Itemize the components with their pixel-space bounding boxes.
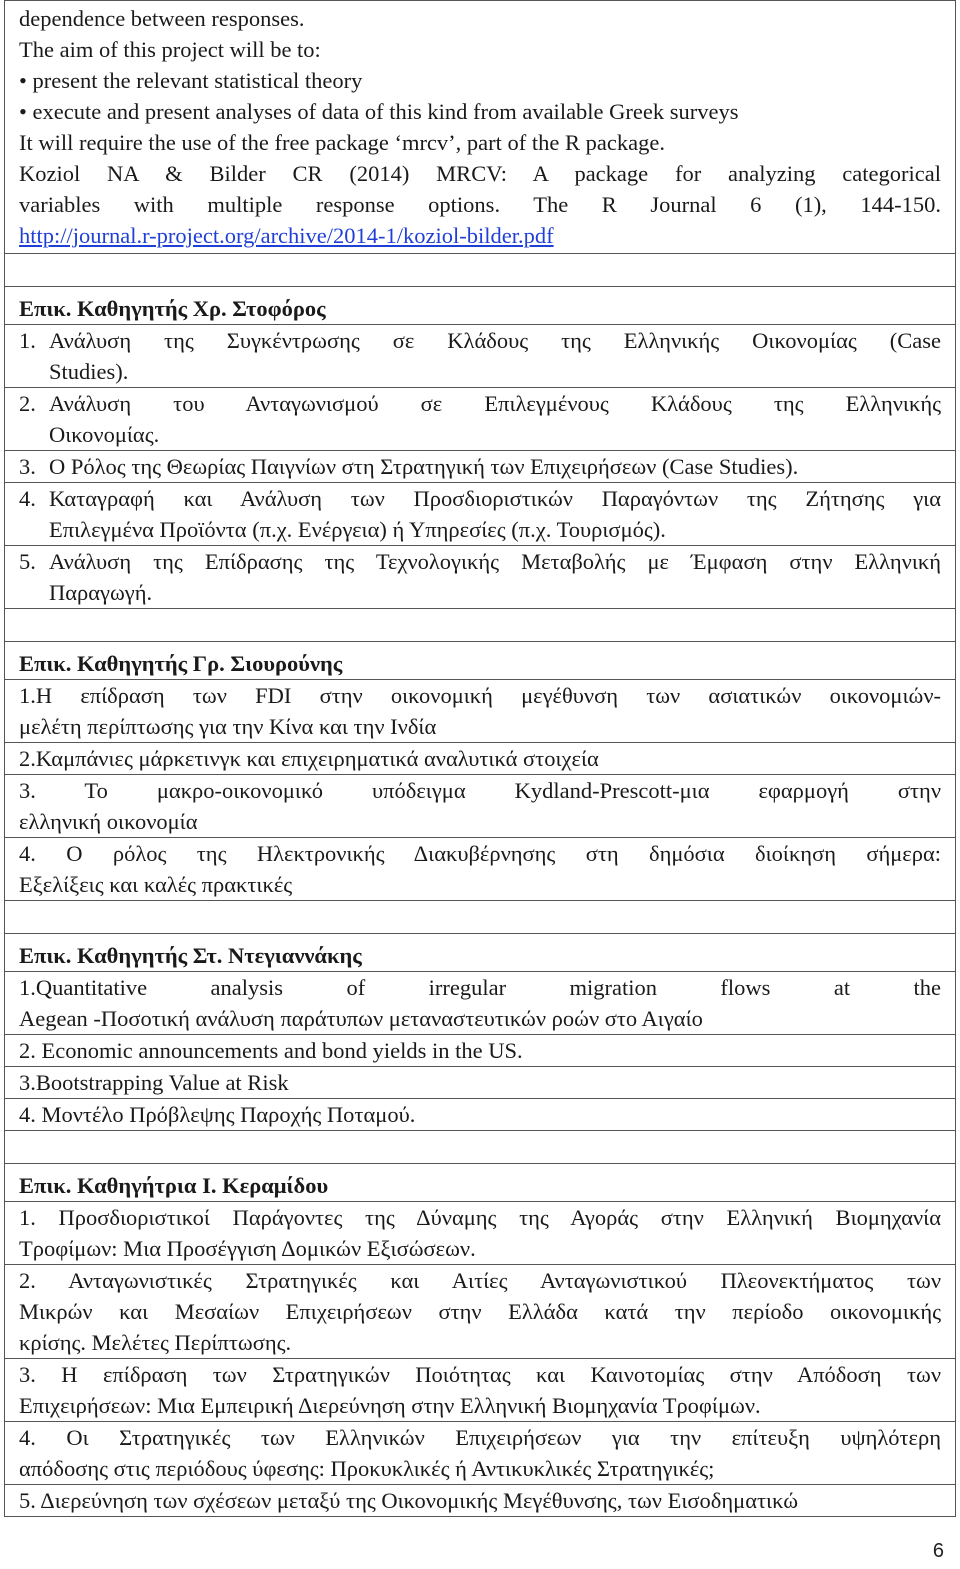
intro-line: dependence between responses. <box>19 6 305 31</box>
topic-row <box>5 743 956 775</box>
intro-bullet: • execute and present analyses of data of this kind from available Greek surveys <box>19 99 739 124</box>
topic-text: 1.Η επίδραση των FDI στην οικονομική μεγέθυνση των ασιατικών οικονομιών- <box>19 683 941 708</box>
supervisor-heading <box>5 1164 956 1202</box>
topic-row <box>5 483 956 546</box>
supervisor-heading <box>5 642 956 680</box>
topic-text: 1.Quantitative analysis of irregular migration flows at the <box>19 975 941 1000</box>
supervisor-name: Επικ. Καθηγητής Στ. Ντεγιαννάκης <box>5 934 956 972</box>
topic-row <box>5 1067 956 1099</box>
topic-text: Εξελίξεις και καλές πρακτικές <box>19 872 293 897</box>
topic-row <box>5 972 956 1035</box>
reference-line: Koziol NA & Bilder CR (2014) MRCV: A package for analyzing categorical <box>19 161 941 186</box>
spacer-row <box>5 254 956 287</box>
topic-text: 3. Το μακρο-οικονομικό υπόδειγμα Kydland-Prescott-μια εφαρμογή στην <box>19 778 941 803</box>
topic-text: 3.Bootstrapping Value at Risk <box>19 1070 289 1095</box>
topic-row <box>5 680 956 743</box>
topic-text: Επιλεγμένα Προϊόντα (π.χ. Ενέργεια) ή Υπηρεσίες (π.χ. Τουρισμός). <box>49 517 666 542</box>
topic-text: Ανάλυση της Συγκέντρωσης σε Κλάδους της Ελληνικής Οικονομίας (Case <box>49 328 941 353</box>
topic-text: Οικονομίας. <box>49 422 160 447</box>
supervisor-name: Επικ. Καθηγήτρια Ι. Κεραμίδου <box>5 1164 956 1202</box>
topic-text: Studies). <box>49 359 129 384</box>
supervisor-name: Επικ. Καθηγητής Χρ. Στοφόρος <box>5 287 956 325</box>
topic-row <box>5 1265 956 1359</box>
topics-table <box>4 0 956 1517</box>
intro-cell <box>5 1 956 254</box>
topic-row <box>5 451 956 483</box>
topic-row <box>5 1485 956 1517</box>
topic-text: 2.Καμπάνιες μάρκετινγκ και επιχειρηματικά αναλυτικά στοιχεία <box>19 746 599 771</box>
topic-number: 4. <box>19 486 36 511</box>
supervisor-name: Επικ. Καθηγητής Γρ. Σιουρούνης <box>5 642 956 680</box>
topic-text: 5. Διερεύνηση των σχέσεων μεταξύ της Οικονομικής Μεγέθυνσης, των Εισοδηματικώ <box>19 1488 799 1513</box>
topic-number: 2. <box>19 391 36 416</box>
intro-line: It will require the use of the free package ‘mrcv’, part of the R package. <box>19 130 665 155</box>
topic-row <box>5 1359 956 1422</box>
topic-text: 4. Μοντέλο Πρόβλεψης Παροχής Ποταμού. <box>19 1102 416 1127</box>
page-number: 6 <box>932 1540 944 1562</box>
topic-text: Ανάλυση της Επίδρασης της Τεχνολογικής Μεταβολής με Έμφαση στην Ελληνική <box>49 549 941 574</box>
topic-text: 2. Ανταγωνιστικές Στρατηγικές και Αιτίες Ανταγωνιστικού Πλεονεκτήματος των <box>19 1268 941 1293</box>
topic-number: 3. <box>19 454 36 479</box>
spacer-row <box>5 609 956 642</box>
topic-text: Τροφίμων: Μια Προσέγγιση Δομικών Εξισώσεων. <box>19 1236 476 1261</box>
topic-text: 4. Ο ρόλος της Ηλεκτρονικής Διακυβέρνησης στη δημόσια διοίκηση σήμερα: <box>19 841 941 866</box>
intro-line: The aim of this project will be to: <box>19 37 321 62</box>
topic-text: Παραγωγή. <box>49 580 153 605</box>
topic-text: κρίσης. Μελέτες Περίπτωσης. <box>19 1330 292 1355</box>
intro-row <box>5 1 956 254</box>
reference-link[interactable]: http://journal.r-project.org/archive/2014-1/koziol-bilder.pdf <box>19 223 554 248</box>
topic-text: απόδοσης στις περιόδους ύφεσης: Προκυκλικές ή Αντικυκλικές Στρατηγικές; <box>19 1456 715 1481</box>
topic-number: 5. <box>19 549 36 574</box>
topic-text: Ανάλυση του Ανταγωνισμού σε Επιλεγμένους Κλάδους της Ελληνικής <box>49 391 941 416</box>
topic-text: 1. Προσδιοριστικοί Παράγοντες της Δύναμης της Αγοράς στην Ελληνική Βιομηχανία <box>19 1205 941 1230</box>
topic-row <box>5 1099 956 1131</box>
topic-text: 4. Οι Στρατηγικές των Ελληνικών Επιχειρήσεων για την επίτευξη υψηλότερη <box>19 1425 941 1450</box>
intro-bullet: • present the relevant statistical theory <box>19 68 363 93</box>
topic-text: ελληνική οικονομία <box>19 809 198 834</box>
topic-row <box>5 1202 956 1265</box>
supervisor-heading <box>5 287 956 325</box>
topic-text: Καταγραφή και Ανάλυση των Προσδιοριστικών Παραγόντων της Ζήτησης για <box>49 486 941 511</box>
topic-number: 1. <box>19 328 36 353</box>
topic-row <box>5 838 956 901</box>
topic-row <box>5 546 956 609</box>
supervisor-heading <box>5 934 956 972</box>
topic-row <box>5 1422 956 1485</box>
topic-text: 3. Η επίδραση των Στρατηγικών Ποιότητας και Καινοτομίας στην Απόδοση των <box>19 1362 941 1387</box>
topic-text: Επιχειρήσεων: Μια Εμπειρική Διερεύνηση στην Ελληνική Βιομηχανία Τροφίμων. <box>19 1393 761 1418</box>
topic-text: 2. Economic announcements and bond yields in the US. <box>19 1038 523 1063</box>
spacer-row <box>5 1131 956 1164</box>
topic-text: Μικρών και Μεσαίων Επιχειρήσεων στην Ελλάδα κατά την περίοδο οικονομικής <box>19 1299 941 1324</box>
spacer-row <box>5 901 956 934</box>
topic-text: Aegean -Ποσοτική ανάλυση παράτυπων μεταναστευτικών ροών στο Αιγαίο <box>19 1006 703 1031</box>
topic-row <box>5 325 956 388</box>
reference-line: variables with multiple response options. The R Journal 6 (1), 144-150. <box>19 192 941 217</box>
topic-row <box>5 775 956 838</box>
topic-row <box>5 1035 956 1067</box>
topic-row <box>5 388 956 451</box>
topic-text: μελέτη περίπτωσης για την Κίνα και την Ινδία <box>19 714 437 739</box>
topic-text: Ο Ρόλος της Θεωρίας Παιγνίων στη Στρατηγική των Επιχειρήσεων (Case Studies). <box>49 454 799 479</box>
